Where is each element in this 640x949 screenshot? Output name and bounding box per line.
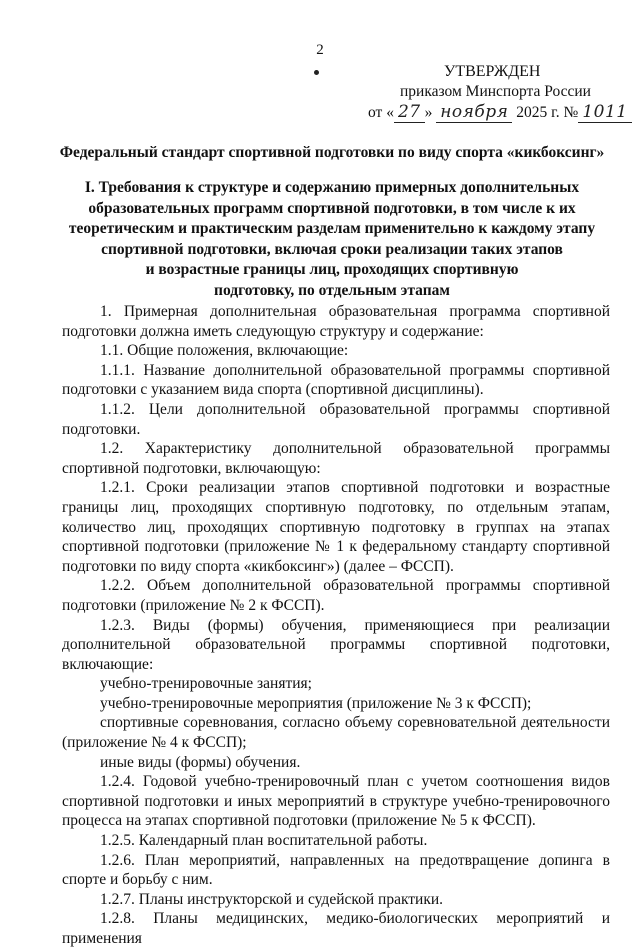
approval-number: 1011 — [578, 102, 631, 123]
section-title-line: теоретическим и практическим разделам применительно к каждому этапу — [68, 220, 596, 237]
paragraph: 1.2.5. Календарный план воспитательной работы. — [100, 832, 428, 850]
paragraph: 1.2.7. Планы инструкторской и судейской практики. — [100, 890, 444, 908]
approval-block — [360, 62, 628, 123]
section-title — [56, 178, 608, 301]
paragraph: учебно-тренировочные мероприятия (приложение № 3 к ФССП); — [100, 694, 532, 712]
paragraph: 1. Примерная дополнительная образовательная программа спортивной подготовки должна иметь следующую структуру и содержание: — [62, 303, 610, 340]
paragraph: 1.1. Общие положения, включающие: — [100, 342, 349, 360]
paragraph: иные виды (формы) обучения. — [100, 753, 301, 771]
section-title-line: спортивной подготовки, включая сроки реализации таких этапов — [101, 240, 563, 258]
approval-ot: от « — [368, 104, 394, 121]
paragraph: спортивные соревнования, согласно объему соревновательной деятельности (приложение № 4 к ФССП); — [62, 714, 610, 752]
approval-date-line — [368, 102, 628, 123]
ink-dot — [314, 70, 319, 75]
section-title-line: и возрастные границы лиц, проходящих спортивную — [145, 261, 519, 278]
paragraph: 1.2. Характеристику дополнительной образовательной программы спортивной подготовки, включающую: — [62, 440, 610, 477]
approval-year: 2025 г. № — [512, 104, 579, 121]
document-title: Федеральный стандарт спортивной подготовки по виду спорта «кикбоксинг» — [59, 144, 605, 161]
paragraph: 1.1.1. Название дополнительной образовательной программы спортивной подготовки с указанием вида спорта (спортивной дисциплины). — [62, 361, 610, 399]
body-text — [62, 302, 610, 949]
page-number: 2 — [316, 42, 324, 58]
section-title-line: I. Требования к структуре и содержанию примерных дополнительных — [84, 179, 580, 196]
paragraph: учебно-тренировочные занятия; — [100, 675, 312, 693]
paragraph: 1.2.2. Объем дополнительной образовательной программы спортивной подготовки (приложение № 2 к ФССП). — [62, 577, 610, 614]
paragraph: 1.2.6. План мероприятий, направленных на предотвращение допинга в спорте и борьбу с ним. — [62, 851, 610, 889]
paragraph: 1.2.3. Виды (формы) обучения, применяющиеся при реализации дополнительной образовательной программы спортивной подготовки, включающие: — [62, 616, 610, 673]
approval-mid: » — [424, 104, 437, 121]
paragraph: 1.1.2. Цели дополнительной образовательной программы спортивной подготовки. — [62, 400, 610, 438]
approval-order: приказом Минспорта России — [400, 83, 591, 100]
section-title-line: подготовку, по отдельным этапам — [214, 281, 450, 299]
approval-day: 27 — [394, 102, 425, 123]
paragraph: 1.2.8. Планы медицинских, медико-биологических мероприятий и применения — [62, 910, 610, 947]
paragraph: 1.2.4. Годовой учебно-тренировочный план с учетом соотношения видов спортивной подготовки и иных мероприятий в структуре учебно-тренировочного процесса на этапах спортивной подготовки (приложение № 5 к ФССП). — [62, 773, 610, 830]
approval-title: УТВЕРЖДЕН — [444, 63, 541, 80]
section-title-line: образовательных программ спортивной подготовки, в том числе к их — [88, 199, 576, 217]
approval-month: ноября — [436, 102, 512, 123]
paragraph: 1.2.1. Сроки реализации этапов спортивной подготовки и возрастные границы лиц, проходящих спортивную подготовку, по отдельным этапам, количество лиц, проходящих спортивную подготовку в группах на этапах спортивной подготовки (приложение № 1 к федеральному стандарту спортивной подготовки по виду спорта «кикбоксинг») (далее – ФССП). — [62, 479, 610, 575]
